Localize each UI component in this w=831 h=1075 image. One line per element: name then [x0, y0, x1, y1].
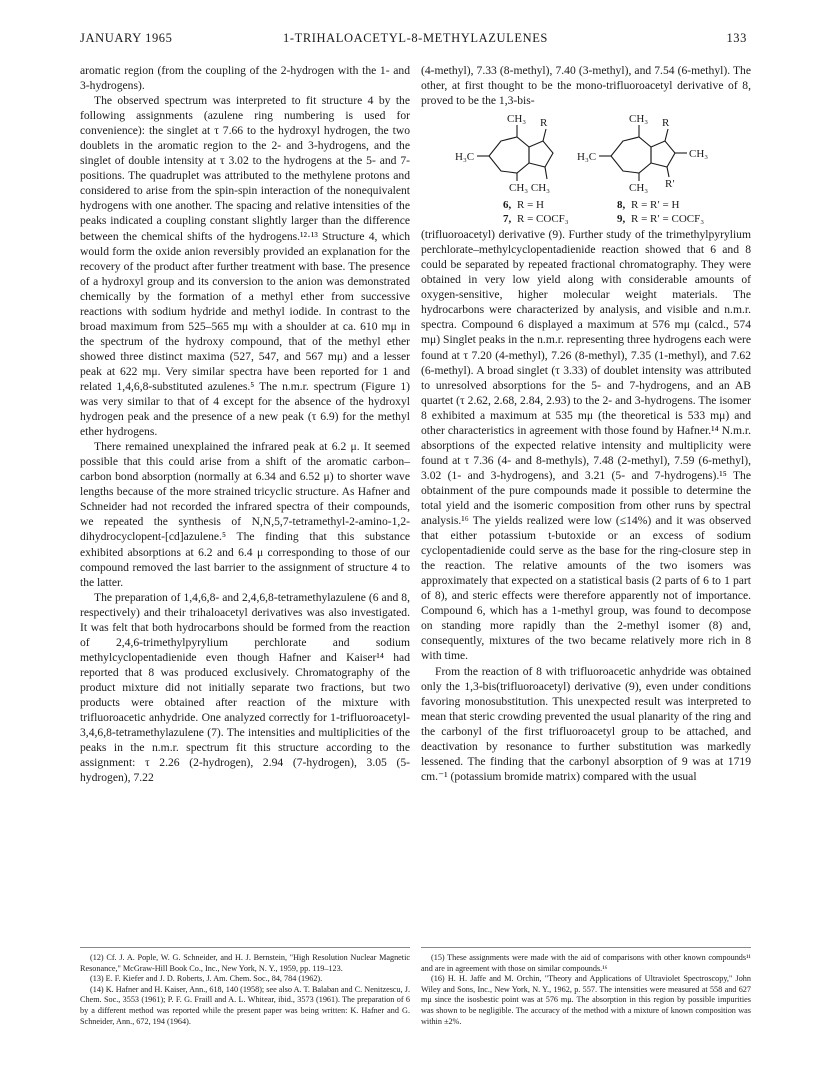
- ch3-bottom-label: CH₃: [629, 182, 649, 195]
- bond: [545, 167, 547, 179]
- structure-8-9: [599, 125, 687, 181]
- paragraph: The preparation of 1,4,6,8- and 2,4,6,8-tetramethylazulene (6 and 8, respectively) and their trihaloacetyl derivatives was also investigated. It was felt that both hydrocarbons should be formed from the reaction of 2,4,6-trimethylpyrylium perchlorate and sodium methylcyclopentadienide even though Hafner and Kaiser¹⁴ had reported that 8 was produced exclusively. Chromatography of the product mixture did not initially separate two fractions, but two products were obtained after reaction of the mixture with trifluoroacetic anhydride. One analyzed correctly for 1-trifluoroacetyl-3,4,6,8-tetramethylazulene (7). The intensities and multiplicities of the peaks in the n.m.r. spectrum fit this structure according to the assignment: τ 2.26 (2-hydrogen), 2.94 (7-hydrogen), 3.05 (5-hydrogen), 7.22: [80, 590, 410, 785]
- footnote: (13) E. F. Kiefer and J. D. Roberts, J. Am. Chem. Soc., 84, 784 (1962).: [90, 974, 323, 984]
- structure-6-7: [477, 125, 553, 181]
- compound-6-number: 6,: [503, 199, 512, 212]
- paragraph: From the reaction of 8 with trifluoroacetic anhydride was obtained only the 1,3-bis(trifluoroacetyl) derivative (9), even under conditions favoring monosubstitution. This unexpected result was interpreted to mean that steric crowding prevented the usual planarity of the ring and the carbonyl of the first trifluoroacetyl group to be attached, and deactivation by resonance to further substitution was markedly lessened. The finding that the carbonyl absorption of 9 was at 1719 cm.⁻¹ (potassium bromide matrix) compared with the usual: [421, 664, 751, 783]
- r-label: R: [540, 117, 548, 130]
- h3c-label: H₃C: [577, 151, 597, 164]
- footnote-divider: [80, 947, 410, 948]
- left-column: [80, 63, 410, 785]
- compound-7-number: 7,: [503, 213, 512, 226]
- five-membered-ring: [651, 141, 675, 167]
- footnote-divider: [421, 947, 751, 948]
- running-header-date: JANUARY 1965: [80, 31, 173, 45]
- footnote: (14) K. Hafner and H. Kaiser, Ann., 618, 140 (1958); see also A. T. Balaban and C. Nenitzescu, J. Chem. Soc., 3553 (1961); P. F. G. Fraill and A. L. Whitear, ibid., 3573 (1961). The preparation of 6 by a different method was reported while the present paper was being written: K. Hafner and G. Schneider, Ann., 672, 194 (1964).: [80, 984, 410, 1026]
- paragraph: (4-methyl), 7.33 (8-methyl), 7.40 (3-methyl), and 7.54 (6-methyl). The other, at first thought to be the mono-trifluoroacetyl derivative of 8, proved to be the 1,3-bis-: [421, 64, 751, 108]
- ch3-right-label: CH₃: [689, 148, 709, 161]
- five-membered-ring: [529, 141, 553, 167]
- h3c-label: H₃C: [455, 151, 475, 164]
- footnotes-right: [421, 953, 751, 1027]
- paragraph: The observed spectrum was interpreted to fit structure 4 by the following assignments (azulene ring numbering is used for convenience): the singlet at τ 7.66 to the hydroxyl hydrogen, the two doublets in the aromatic region to the 2- and 3-hydrogens, and the singlet of double intensity at τ 3.02 to the hydrogens at the 5- and 7-positions. The quadruplet was attributed to the methylene protons and considered to arise from the spin-spin interaction of the nonequivalent hydrogens with one another. The spacing and relative intensities of the peaks indicated a coupling constant slightly larger than the difference between the chemical shifts of the hydrogens.¹²·¹³ Structure 4, which would form the oxide anion reversibly provided an explanation for the recovery of the product after further treatment with base. The presence of a hydroxyl group and its conversion to the anion was demonstrated chemically by the formation of a methyl ether from successive reactions with sodium hydride and methyl iodide. In contrast to the broad maximum from 525–565 mμ with a shoulder at ca. 610 mμ in the spectrum of the hydroxy compound, that of the methyl ether showed three distinct maxima (527, 547, and 567 mμ) and a lesser peak at 622 mμ. Very similar spectra have been reported for 1 and related 1,4,6,8-substituted azulenes.⁵ The n.m.r. spectrum (Figure 1) was very similar to that of 4 except for the absence of the hydroxyl hydrogen peak and the presence of a new peak (τ 6.9) for the methyl ether hydrogens.: [80, 94, 410, 439]
- structure-figure: [421, 111, 751, 225]
- r-label: R: [662, 117, 670, 130]
- seven-membered-ring: [489, 137, 529, 173]
- ch3-label: CH₃: [629, 113, 649, 126]
- compound-6-caption: R = H: [517, 199, 544, 212]
- ch3-bottom-label: CH₃ CH₃: [509, 182, 550, 195]
- right-column: [421, 63, 751, 784]
- seven-membered-ring: [611, 137, 651, 173]
- ch3-label: CH₃: [507, 113, 527, 126]
- page-number: 133: [726, 31, 747, 45]
- bond: [667, 167, 669, 177]
- bond: [543, 129, 546, 141]
- r-prime-label: R′: [665, 178, 675, 191]
- bond: [665, 129, 668, 141]
- azulene-structures-svg: [421, 111, 751, 225]
- footnote: (16) H. H. Jaffe and M. Orchin, "Theory and Applications of Ultraviolet Spectroscopy," John Wiley and Sons, Inc., New York, N. Y., 1962, p. 557. The intensities were measured at 558 and 627 mμ since the isosbestic point was at 576 mμ. The absorption in this region by possible impurities was shown to be negligible. The accuracy of the method with a mixture of known composition was within ±2%.: [421, 974, 751, 1026]
- compound-9-number: 9,: [617, 213, 626, 226]
- compound-8-caption: R = R′ = H: [631, 199, 680, 212]
- compound-7-caption: R = COCF₃: [517, 213, 569, 226]
- paragraph: There remained unexplained the infrared peak at 6.2 μ. It seemed possible that this could arise from a shift of the aromatic carbon–carbon bond absorption (normally at 6.34 and 6.52 μ) to shorter wave lengths because of the more strained tricyclic structure. As Hafner and Schneider had not recorded the infrared spectra of their compounds, we repeated the synthesis of N,N,5,7-tetramethyl-2-amino-1,2-dihydrocyclopent-[cd]azulene.⁵ The finding that this substance exhibited absorptions at 6.2 and 6.4 μ corresponding to those of our compound removed the last barrier to the assignment of structure 4 to the latter.: [80, 440, 410, 589]
- running-header-title: 1-TRIHALOACETYL-8-METHYLAZULENES: [283, 31, 548, 45]
- paragraph: (trifluoroacetyl) derivative (9). Further study of the trimethylpyrylium perchlorate–methylcyclopentadienide reaction showed that 6 and 8 could be separated by repeated fractional chromatography. They were obtained in very low yield along with considerable amounts of oxygen-sensitive, higher molecular weight materials. The hydrocarbons were characterized by analysis, and visible and n.m.r. spectra. Compound 6 displayed a maximum at 576 mμ (calcd., 574 mμ) Singlet peaks in the n.m.r. representing three hydrogens each were found at τ 7.20 (4-methyl), 7.26 (8-methyl), 7.35 (1-methyl), and 7.62 (6-methyl). A broad singlet (τ 3.33) of doublet intensity was attributed to unresolved absorptions for the 5- and 7-hydrogens, and an AB quartet (τ 2.62, 2.68, 2.84, 2.93) to the 2- and 3-hydrogens. The isomer 8 exhibited a maximum at 535 mμ (the theoretical is 533 mμ) and other characteristics in agreement with those found by Hafner.¹⁴ N.m.r. absorptions of the expected relative intensity and multiplicity were found at τ 7.36 (4- and 8-methyls), 7.48 (2-methyl), 7.59 (6-methyl), 3.02 (1- and 3-hydrogens), and 3.21 (5- and 7-hydrogens).¹⁵ The obtainment of the pure compounds made it possible to determine the total yield and the isomeric composition from other runs by spectral analysis.¹⁶ The yields realized were low (≤14%) and it was observed that either potassium t-butoxide or an excess of sodium cyclopentadienide could serve as the base for the ring-closure step in the reaction. The relative amounts of the two isomers was approximately that expected on a statistical basis (2 parts of 6 to 1 part of 8), and steric effects were therefore apparently not of importance. Compound 6, which has a 1-methyl group, was found to decompose on standing more rapidly than the 2-methyl isomer (8) and, consequently, mixtures of the two became relatively more rich in 8 with time.: [421, 228, 751, 663]
- footnote: (12) Cf. J. A. Pople, W. G. Schneider, and H. J. Bernstein, "High Resolution Nuclear Magnetic Resonance," McGraw-Hill Book Co., Inc., New York, N. Y., 1959, pp. 119–123.: [80, 953, 410, 973]
- paragraph: aromatic region (from the coupling of the 2-hydrogen with the 1- and 3-hydrogens).: [80, 64, 410, 93]
- compound-8-number: 8,: [617, 199, 626, 212]
- footnote: (15) These assignments were made with the aid of comparisons with other known compounds¹¹ and are in agreement with those on similar compounds.¹⁶: [421, 953, 751, 973]
- compound-9-caption: R = R′ = COCF₃: [631, 213, 705, 226]
- footnotes-left: [80, 953, 410, 1027]
